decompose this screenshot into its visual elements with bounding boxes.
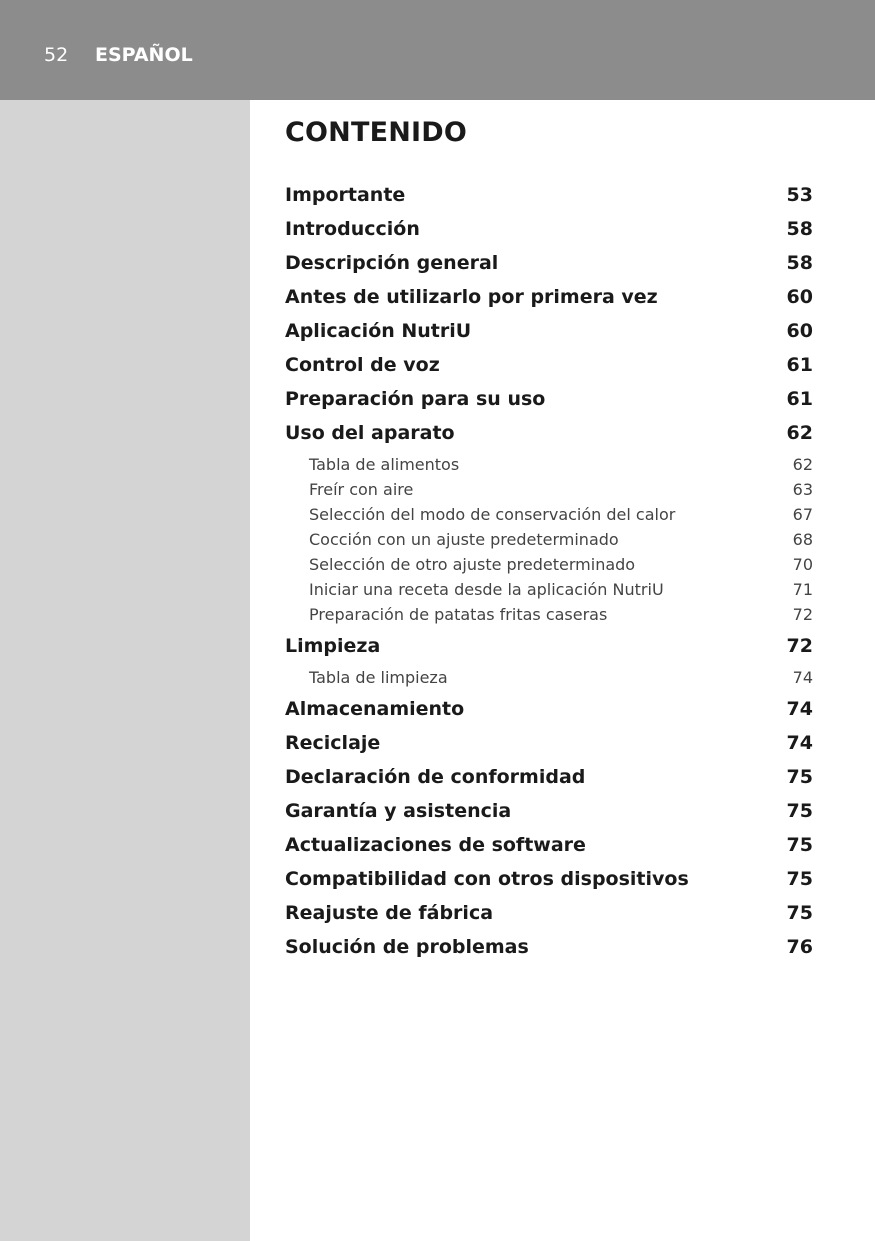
- toc-entry[interactable]: [285, 631, 813, 665]
- toc-entry-page: 58: [786, 252, 813, 274]
- toc-entry-page: 74: [786, 732, 813, 754]
- toc-subentry-label: Cocción con un ajuste predeterminado: [309, 530, 619, 549]
- toc-entry-page: 75: [786, 902, 813, 924]
- toc-entry-label: Solución de problemas: [285, 936, 529, 958]
- toc-entry-label: Control de voz: [285, 354, 440, 376]
- toc-subentry[interactable]: [285, 577, 813, 602]
- toc-entry-page: 75: [786, 800, 813, 822]
- toc-entry[interactable]: [285, 898, 813, 932]
- toc-entry[interactable]: [285, 728, 813, 762]
- toc-title: CONTENIDO: [285, 117, 468, 148]
- toc-entry-label: Reciclaje: [285, 732, 381, 754]
- toc-subentry-page: 74: [792, 668, 813, 687]
- toc-subentry[interactable]: [285, 552, 813, 577]
- toc-entry-page: 60: [786, 286, 813, 308]
- toc-entry[interactable]: [285, 248, 813, 282]
- toc-entry-label: Uso del aparato: [285, 422, 455, 444]
- toc-subentry-label: Freír con aire: [309, 480, 414, 499]
- toc-entry-label: Aplicación NutriU: [285, 320, 472, 342]
- toc-entry-label: Compatibilidad con otros dispositivos: [285, 868, 689, 890]
- toc-entry[interactable]: [285, 694, 813, 728]
- toc-entry-page: 72: [786, 635, 813, 657]
- toc-entry-label: Almacenamiento: [285, 698, 465, 720]
- toc-entry[interactable]: [285, 762, 813, 796]
- toc-subentry-label: Iniciar una receta desde la aplicación NutriU: [309, 580, 664, 599]
- toc-subentry[interactable]: [285, 502, 813, 527]
- toc-entry-label: Limpieza: [285, 635, 381, 657]
- toc-entry-page: 62: [786, 422, 813, 444]
- toc-subentry[interactable]: [285, 602, 813, 627]
- toc-subentry-label: Selección del modo de conservación del calor: [309, 505, 676, 524]
- toc-entry[interactable]: [285, 316, 813, 350]
- toc-entry-page: 61: [786, 388, 813, 410]
- toc-entry[interactable]: [285, 214, 813, 248]
- toc-entry-label: Declaración de conformidad: [285, 766, 586, 788]
- side-band: [0, 100, 250, 1241]
- toc-entry-label: Antes de utilizarlo por primera vez: [285, 286, 658, 308]
- toc-entry-page: 74: [786, 698, 813, 720]
- toc-entry[interactable]: [285, 180, 813, 214]
- toc-entry[interactable]: [285, 384, 813, 418]
- toc-subentry[interactable]: [285, 452, 813, 477]
- toc-subentry-label: Tabla de limpieza: [309, 668, 448, 687]
- toc-subentry-page: 63: [792, 480, 813, 499]
- toc-subentry-page: 72: [792, 605, 813, 624]
- toc-entry-page: 75: [786, 834, 813, 856]
- toc-entry-page: 75: [786, 868, 813, 890]
- language-label: ESPAÑOL: [95, 44, 193, 66]
- toc-subentry[interactable]: [285, 665, 813, 690]
- toc-subentry[interactable]: [285, 477, 813, 502]
- toc-entry[interactable]: [285, 864, 813, 898]
- toc-subentry-page: 62: [792, 455, 813, 474]
- toc-subentry-page: 71: [792, 580, 813, 599]
- toc-subentry-label: Selección de otro ajuste predeterminado: [309, 555, 636, 574]
- toc-entry-label: Descripción general: [285, 252, 499, 274]
- toc-entry-label: Importante: [285, 184, 406, 206]
- toc-entry-label: Reajuste de fábrica: [285, 902, 494, 924]
- toc-subentry-page: 67: [792, 505, 813, 524]
- toc-entry-label: Garantía y asistencia: [285, 800, 512, 822]
- toc-entry[interactable]: [285, 932, 813, 966]
- toc-entry[interactable]: [285, 830, 813, 864]
- page-number: 52: [44, 44, 69, 66]
- toc-entry-page: 61: [786, 354, 813, 376]
- toc-entry-label: Actualizaciones de software: [285, 834, 586, 856]
- toc-entry[interactable]: [285, 350, 813, 384]
- toc-entry-page: 58: [786, 218, 813, 240]
- toc-subentry-label: Tabla de alimentos: [309, 455, 460, 474]
- toc-entry[interactable]: [285, 282, 813, 316]
- toc-subentry[interactable]: [285, 527, 813, 552]
- toc-entry-page: 75: [786, 766, 813, 788]
- toc-entry-page: 76: [786, 936, 813, 958]
- toc-entry[interactable]: [285, 418, 813, 452]
- toc-entry-page: 53: [786, 184, 813, 206]
- toc-entry[interactable]: [285, 796, 813, 830]
- toc-subentry-page: 70: [792, 555, 813, 574]
- toc-entry-page: 60: [786, 320, 813, 342]
- toc-entry-label: Preparación para su uso: [285, 388, 546, 410]
- toc-entry-label: Introducción: [285, 218, 420, 240]
- table-of-contents: [285, 180, 813, 966]
- toc-subentry-page: 68: [792, 530, 813, 549]
- toc-subentry-label: Preparación de patatas fritas caseras: [309, 605, 608, 624]
